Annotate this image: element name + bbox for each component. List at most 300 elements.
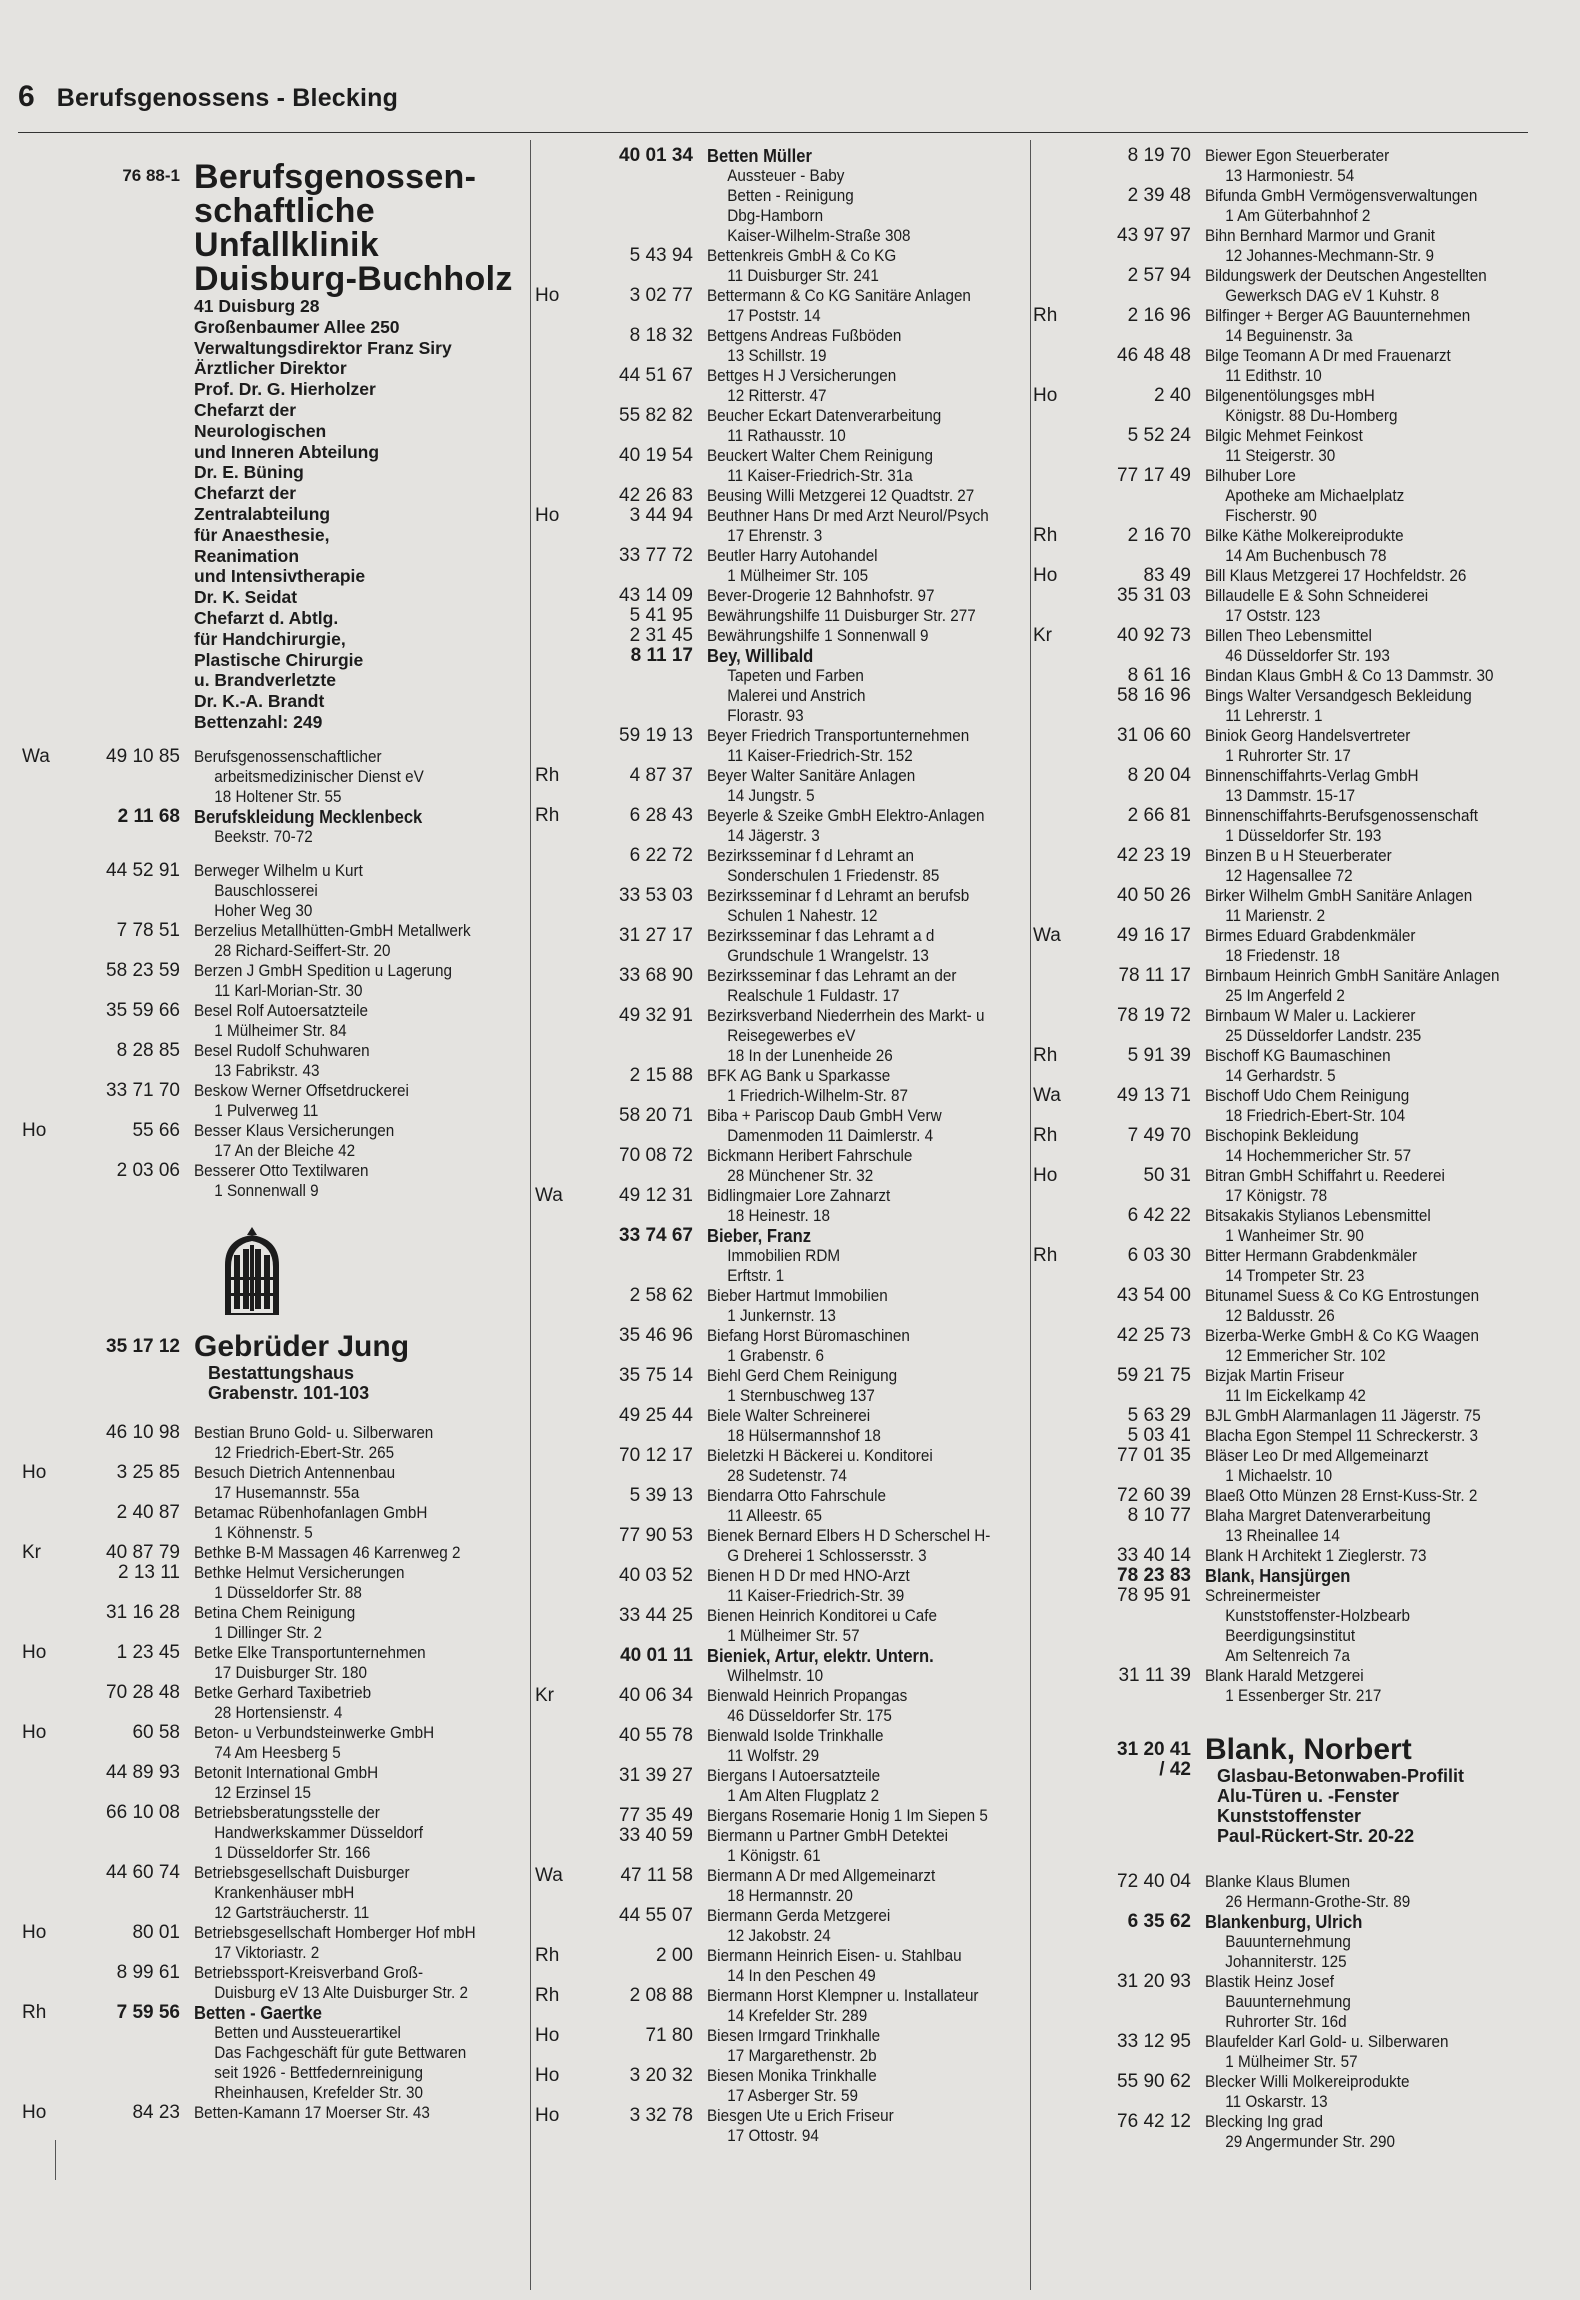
entry-line: 11 Marienstr. 2 xyxy=(1225,906,1326,925)
directory-entry xyxy=(535,1286,1030,1326)
entry-line: 1 Düsseldorfer Str. 88 xyxy=(214,1582,362,1602)
col3-list-b xyxy=(1033,1872,1530,2152)
phone-number: 31 16 28 xyxy=(106,1601,180,1623)
phone-number: 49 10 85 xyxy=(106,745,180,767)
directory-entry xyxy=(535,1986,1030,2026)
entry-body xyxy=(1205,1446,1530,1486)
directory-entry xyxy=(22,961,522,1001)
entry-line: G Dreherei 1 Schlossersstr. 3 xyxy=(727,1546,927,1565)
directory-entry xyxy=(535,506,1030,546)
entry-line: 11 Kaiser-Friedrich-Str. 39 xyxy=(727,1586,905,1605)
directory-entry xyxy=(1033,1246,1530,1286)
entry-name: Bindan Klaus GmbH & Co 13 Dammstr. 30 xyxy=(1205,666,1494,685)
entry-line: Johanniterstr. 125 xyxy=(1225,1952,1347,1971)
entry-line: 18 In der Lunenheide 26 xyxy=(727,1046,893,1065)
entry-body xyxy=(194,1603,522,1643)
featured-detail-line: Bettenzahl: 249 xyxy=(194,711,323,732)
featured-detail-line: Großenbaumer Allee 250 xyxy=(194,316,400,337)
entry-line: Schulen 1 Nahestr. 12 xyxy=(727,906,878,925)
directory-entry xyxy=(22,1563,522,1603)
entry-body xyxy=(1205,386,1530,426)
entry-line: 12 Gartsträucherstr. 11 xyxy=(214,1902,370,1922)
entry-body xyxy=(707,546,1030,586)
entry-line: 1 Junkernstr. 13 xyxy=(727,1306,836,1325)
entry-body xyxy=(1205,186,1530,226)
entry-line: 12 Hagensallee 72 xyxy=(1225,866,1353,885)
entry-name: Beyer Friedrich Transportunternehmen xyxy=(707,726,970,745)
directory-entry xyxy=(535,846,1030,886)
entry-line: arbeitsmedizinischer Dienst eV xyxy=(214,766,424,786)
entry-line: 1 Dillinger Str. 2 xyxy=(214,1622,323,1642)
entry-line: 1 Friedrich-Wilhelm-Str. 87 xyxy=(727,1086,908,1105)
directory-entry xyxy=(1033,846,1530,886)
phone-number: 77 35 49 xyxy=(619,1805,693,1826)
entry-line: 18 Friedenstr. 18 xyxy=(1225,946,1340,965)
entry-body xyxy=(1205,1286,1530,1326)
directory-entry xyxy=(22,1503,522,1543)
entry-name: Bienwald Heinrich Propangas xyxy=(707,1686,908,1705)
entry-name: Birnbaum W Maler u. Lackierer xyxy=(1205,1006,1416,1025)
phone-number: 8 61 16 xyxy=(1127,665,1191,686)
entry-body xyxy=(194,1423,522,1463)
entry-body xyxy=(707,406,1030,446)
phone-number: 33 77 72 xyxy=(619,545,693,566)
featured-title-line: schaftliche xyxy=(194,192,375,230)
directory-entry xyxy=(1033,926,1530,966)
ad-title: Blank, Norbert xyxy=(1205,1733,1412,1766)
entry-body xyxy=(1205,1546,1530,1566)
directory-entry xyxy=(1033,1586,1530,1666)
entry-body xyxy=(194,1563,522,1603)
entry-body xyxy=(707,446,1030,486)
phone-number: 2 66 81 xyxy=(1127,805,1191,826)
entry-body xyxy=(707,1446,1030,1486)
directory-entry xyxy=(535,2106,1030,2146)
entry-line: Kaiser-Wilhelm-Straße 308 xyxy=(727,226,911,245)
entry-line: Sonderschulen 1 Friedenstr. 85 xyxy=(727,866,940,885)
entry-body xyxy=(707,2026,1030,2066)
entry-line: 11 Kaiser-Friedrich-Str. 152 xyxy=(727,746,913,765)
entry-body xyxy=(194,921,522,961)
phone-number: 33 74 67 xyxy=(619,1225,693,1246)
entry-line: 14 Jungstr. 5 xyxy=(727,786,815,805)
phone-number: 8 10 77 xyxy=(1127,1505,1191,1526)
phone-number: 3 20 32 xyxy=(629,2065,693,2086)
entry-body xyxy=(707,1526,1030,1566)
directory-entry xyxy=(535,486,1030,506)
entry-line: Florastr. 93 xyxy=(727,706,804,725)
entry-name: Binnenschiffahrts-Verlag GmbH xyxy=(1205,766,1419,785)
entry-body xyxy=(707,2106,1030,2146)
entry-body xyxy=(707,1566,1030,1606)
ad-entry-blank xyxy=(1033,1734,1530,1846)
entry-line: 1 Grabenstr. 6 xyxy=(727,1346,824,1365)
entry-name: Besser Klaus Versicherungen xyxy=(194,1120,395,1140)
entry-body xyxy=(707,1486,1030,1526)
directory-entry xyxy=(1033,1566,1530,1586)
directory-entry xyxy=(535,1066,1030,1106)
entry-body xyxy=(707,846,1030,886)
directory-entry xyxy=(535,646,1030,726)
directory-entry xyxy=(535,966,1030,1006)
directory-entry xyxy=(1033,1486,1530,1506)
entry-line: 25 Düsseldorfer Landstr. 235 xyxy=(1225,1026,1422,1045)
entry-body xyxy=(194,1863,522,1923)
phone-number: 59 19 13 xyxy=(619,725,693,746)
phone-number: 4 87 37 xyxy=(629,765,693,786)
entry-line: 14 Am Buchenbusch 78 xyxy=(1225,546,1387,565)
entry-name: Bitran GmbH Schiffahrt u. Reederei xyxy=(1205,1166,1445,1185)
entry-name: Bienen Heinrich Konditorei u Cafe xyxy=(707,1606,937,1625)
entry-name: Betten - Gaertke xyxy=(194,2002,322,2023)
entry-line: 28 Richard-Seiffert-Str. 20 xyxy=(214,940,391,960)
entry-line: Fischerstr. 90 xyxy=(1225,506,1317,525)
phone-number: 44 89 93 xyxy=(106,1761,180,1783)
area-prefix: Wa xyxy=(535,1185,563,1206)
entry-name: Bey, Willibald xyxy=(707,646,814,666)
directory-entry xyxy=(1033,466,1530,526)
phone-number: 78 11 17 xyxy=(1118,965,1191,986)
entry-line: 11 Steigerstr. 30 xyxy=(1225,446,1336,465)
directory-column-3 xyxy=(1033,146,1530,2152)
area-prefix: Ho xyxy=(22,1721,47,1743)
entry-name: Bilge Teomann A Dr med Frauenarzt xyxy=(1205,346,1451,365)
directory-entry xyxy=(22,1603,522,1643)
phone-number: 40 55 78 xyxy=(619,1725,693,1746)
entry-line: 13 Harmoniestr. 54 xyxy=(1225,166,1355,185)
entry-body xyxy=(1205,306,1530,346)
area-prefix: Kr xyxy=(1033,625,1052,646)
entry-name: Bezirksverband Niederrhein des Markt- u xyxy=(707,1006,985,1025)
directory-entry xyxy=(22,747,522,807)
phone-number: 42 26 83 xyxy=(619,485,693,506)
phone-number: 33 68 90 xyxy=(619,965,693,986)
entry-name: Biefang Horst Büromaschinen xyxy=(707,1326,910,1345)
col1-list xyxy=(22,747,522,1201)
featured-detail-line: Prof. Dr. G. Hierholzer xyxy=(194,379,376,400)
directory-column-1 xyxy=(22,146,522,2123)
directory-entry xyxy=(22,1543,522,1563)
entry-name: Betriebsgesellschaft Duisburger xyxy=(194,1862,410,1882)
entry-name: Beusing Willi Metzgerei 12 Quadtstr. 27 xyxy=(707,486,975,505)
phone-number: 72 60 39 xyxy=(1117,1485,1191,1506)
entry-line: 17 Oststr. 123 xyxy=(1225,606,1321,625)
phone-number: 2 00 xyxy=(656,1945,693,1966)
entry-line: Damenmoden 11 Daimlerstr. 4 xyxy=(727,1126,934,1145)
entry-line: 13 Schillstr. 19 xyxy=(727,346,827,365)
entry-line: 12 Johannes-Mechmann-Str. 9 xyxy=(1225,246,1435,265)
entry-name: Bienek Bernard Elbers H D Scherschel H- xyxy=(707,1526,991,1545)
phone-number: 83 49 xyxy=(1143,565,1191,586)
phone-number: 84 23 xyxy=(132,2101,180,2123)
entry-line: 14 In den Peschen 49 xyxy=(727,1966,876,1985)
entry-body xyxy=(194,1001,522,1041)
entry-line: Bauschlosserei xyxy=(214,880,318,900)
entry-body xyxy=(707,1226,1030,1286)
entry-name: Bitunamel Suess & Co KG Entrostungen xyxy=(1205,1286,1480,1305)
area-prefix: Kr xyxy=(535,1685,554,1706)
entry-line: 1 Am Alten Flugplatz 2 xyxy=(727,1786,880,1805)
featured-detail-line: und Inneren Abteilung xyxy=(194,441,380,462)
entry-line: 14 Gerhardstr. 5 xyxy=(1225,1066,1336,1085)
featured-detail-line: und Intensivtherapie xyxy=(194,566,366,587)
entry-name: Bewährungshilfe 11 Duisburger Str. 277 xyxy=(707,606,976,625)
entry-line: 26 Hermann-Grothe-Str. 89 xyxy=(1225,1892,1411,1911)
directory-entry xyxy=(22,1763,522,1803)
entry-line: Dbg-Hamborn xyxy=(727,206,824,225)
directory-entry xyxy=(22,1723,522,1763)
entry-line: 1 Düsseldorfer Str. 193 xyxy=(1225,826,1382,845)
entry-line: 46 Düsseldorfer Str. 175 xyxy=(727,1706,892,1725)
directory-entry xyxy=(1033,686,1530,726)
entry-body xyxy=(194,2003,522,2103)
phone-number: 46 10 98 xyxy=(106,1421,180,1443)
phone-number: 70 12 17 xyxy=(619,1445,693,1466)
phone-number: 8 18 32 xyxy=(629,325,693,346)
entry-name: Betten-Kamann 17 Moerser Str. 43 xyxy=(194,2102,430,2122)
entry-line: 25 Im Angerfeld 2 xyxy=(1225,986,1345,1005)
entry-body xyxy=(1205,806,1530,846)
phone-number: 66 10 08 xyxy=(106,1801,180,1823)
featured-details xyxy=(194,296,522,733)
entry-name: Binzen B u H Steuerberater xyxy=(1205,846,1392,865)
entry-name: Besuch Dietrich Antennenbau xyxy=(194,1462,396,1482)
area-prefix: Rh xyxy=(1033,1045,1058,1066)
phone-number: 2 15 88 xyxy=(629,1065,693,1086)
entry-line: 11 Karl-Morian-Str. 30 xyxy=(214,980,363,1000)
page-title: Berufsgenossens - Blecking xyxy=(56,84,399,112)
phone-number: 58 16 96 xyxy=(1117,685,1191,706)
entry-body xyxy=(1205,1406,1530,1426)
directory-entry xyxy=(1033,426,1530,466)
entry-name: Blecking Ing grad xyxy=(1205,2112,1323,2131)
entry-line: Reisegewerbes eV xyxy=(727,1026,856,1045)
phone-number: 6 22 72 xyxy=(629,845,693,866)
phone-number: 44 51 67 xyxy=(619,365,693,386)
entry-name: Biergans Rosemarie Honig 1 Im Siepen 5 xyxy=(707,1806,988,1825)
entry-body xyxy=(1205,1566,1530,1586)
directory-entry xyxy=(1033,266,1530,306)
col3-list xyxy=(1033,146,1530,1706)
entry-body xyxy=(1205,1666,1530,1706)
directory-entry xyxy=(535,886,1030,926)
entry-name: Bischoff Udo Chem Reinigung xyxy=(1205,1086,1410,1105)
directory-entry xyxy=(1033,1086,1530,1126)
entry-name: Bienwald Isolde Trinkhalle xyxy=(707,1726,884,1745)
entry-line: 1 Essenberger Str. 217 xyxy=(1225,1686,1382,1705)
directory-entry xyxy=(1033,2032,1530,2072)
entry-body xyxy=(1205,2112,1530,2152)
entry-line: Ruhrorter Str. 16d xyxy=(1225,2012,1347,2031)
entry-line: 17 Königstr. 78 xyxy=(1225,1186,1328,1205)
entry-name: Bewährungshilfe 1 Sonnenwall 9 xyxy=(707,626,929,645)
entry-line: 12 Emmericher Str. 102 xyxy=(1225,1346,1386,1365)
entry-body xyxy=(1205,926,1530,966)
entry-body xyxy=(1205,346,1530,386)
entry-name: Biewer Egon Steuerberater xyxy=(1205,146,1390,165)
entry-body xyxy=(194,1963,522,2003)
entry-body xyxy=(707,606,1030,626)
entry-name: Beucher Eckart Datenverarbeitung xyxy=(707,406,942,425)
entry-name: Bings Walter Versandgesch Bekleidung xyxy=(1205,686,1472,705)
directory-entry xyxy=(22,1463,522,1503)
phone-number: 8 20 04 xyxy=(1127,765,1191,786)
phone-number: 2 40 87 xyxy=(116,1501,180,1523)
directory-entry xyxy=(1033,146,1530,186)
entry-line: 12 Erzinsel 15 xyxy=(214,1782,311,1802)
directory-entry xyxy=(22,1803,522,1863)
area-prefix: Ho xyxy=(22,1461,47,1483)
entry-line: seit 1926 - Bettfedernreinigung xyxy=(214,2062,424,2082)
phone-number: 2 57 94 xyxy=(1127,265,1191,286)
entry-name: Bethke B-M Massagen 46 Karrenweg 2 xyxy=(194,1542,461,1562)
entry-name: Bezirksseminar f das Lehramt a d xyxy=(707,926,935,945)
entry-name: Blastik Heinz Josef xyxy=(1205,1972,1334,1991)
entry-body xyxy=(194,861,522,921)
entry-line: Aussteuer - Baby xyxy=(727,166,845,185)
area-prefix: Rh xyxy=(1033,305,1058,326)
featured-detail-line: Neurologischen xyxy=(194,420,327,441)
entry-name: Berzelius Metallhütten-GmbH Metallwerk xyxy=(194,920,471,940)
entry-line: 11 Oskarstr. 13 xyxy=(1225,2092,1328,2111)
phone-number: 40 03 52 xyxy=(619,1565,693,1586)
directory-entry xyxy=(535,1946,1030,1986)
phone-number: 7 49 70 xyxy=(1127,1125,1191,1146)
entry-body xyxy=(1205,1506,1530,1546)
directory-entry xyxy=(1033,1126,1530,1166)
phone-number: 5 03 41 xyxy=(1127,1425,1191,1446)
directory-entry xyxy=(535,626,1030,646)
directory-entry xyxy=(535,2026,1030,2066)
entry-name: Bestian Bruno Gold- u. Silberwaren xyxy=(194,1422,434,1442)
phone-number: 2 40 xyxy=(1154,385,1191,406)
entry-line: Realschule 1 Fuldastr. 17 xyxy=(727,986,900,1005)
featured-detail-line: Ärztlicher Direktor xyxy=(194,358,347,379)
entry-name: Bettermann & Co KG Sanitäre Anlagen xyxy=(707,286,971,305)
phone-number: 31 20 93 xyxy=(1117,1971,1191,1992)
directory-entry xyxy=(535,1106,1030,1146)
entry-line: 17 Ehrenstr. 3 xyxy=(727,526,823,545)
entry-body xyxy=(1205,146,1530,186)
entry-name: Bieber Hartmut Immobilien xyxy=(707,1286,888,1305)
ad-title: Gebrüder Jung xyxy=(194,1329,410,1363)
area-prefix: Rh xyxy=(22,2001,47,2023)
entry-line: 1 Köhnenstr. 5 xyxy=(214,1522,313,1542)
entry-body xyxy=(194,747,522,807)
entry-name: Biermann u Partner GmbH Detektei xyxy=(707,1826,948,1845)
entry-name: Bilhuber Lore xyxy=(1205,466,1296,485)
ad-number: 31 20 41 xyxy=(1117,1739,1191,1760)
entry-body xyxy=(1205,1006,1530,1046)
entry-name: Bethke Helmut Versicherungen xyxy=(194,1562,405,1582)
entry-name: Biendarra Otto Fahrschule xyxy=(707,1486,887,1505)
featured-detail-line: u. Brandverletzte xyxy=(194,670,336,691)
directory-entry xyxy=(535,366,1030,406)
entry-name: Biermann Horst Klempner u. Installateur xyxy=(707,1986,979,2005)
entry-line: 1 Mülheimer Str. 57 xyxy=(1225,2052,1358,2071)
directory-entry xyxy=(1033,2112,1530,2152)
entry-body xyxy=(1205,1086,1530,1126)
area-prefix: Ho xyxy=(1033,565,1058,586)
directory-entry xyxy=(22,1923,522,1963)
phone-number: 3 32 78 xyxy=(629,2105,693,2126)
entry-body xyxy=(707,1406,1030,1446)
directory-entry xyxy=(1033,1206,1530,1246)
directory-entry xyxy=(535,1906,1030,1946)
entry-name: Besserer Otto Textilwaren xyxy=(194,1160,369,1180)
entry-body xyxy=(707,926,1030,966)
phone-number: 35 31 03 xyxy=(1117,585,1191,606)
entry-line: 17 Viktoriastr. 2 xyxy=(214,1942,320,1962)
phone-number: 40 06 34 xyxy=(619,1685,693,1706)
directory-entry xyxy=(535,406,1030,446)
phone-number: 8 19 70 xyxy=(1127,145,1191,166)
directory-entry xyxy=(1033,966,1530,1006)
directory-entry xyxy=(535,1406,1030,1446)
entry-line: 18 Heinestr. 18 xyxy=(727,1206,830,1225)
area-prefix: Ho xyxy=(22,2101,47,2123)
directory-entry xyxy=(1033,726,1530,766)
entry-name: Betina Chem Reinigung xyxy=(194,1602,356,1622)
entry-body xyxy=(707,2066,1030,2106)
directory-entry xyxy=(1033,886,1530,926)
entry-line: Handwerkskammer Düsseldorf xyxy=(214,1822,423,1842)
phone-number: 43 14 09 xyxy=(619,585,693,606)
featured-title-line: Unfallklinik xyxy=(194,226,379,264)
directory-entry xyxy=(1033,306,1530,346)
entry-name: Bettenkreis GmbH & Co KG xyxy=(707,246,897,265)
entry-name: Schreinermeister xyxy=(1205,1586,1321,1605)
entry-name: Blacha Egon Stempel 11 Schreckerstr. 3 xyxy=(1205,1426,1478,1445)
entry-body xyxy=(707,1826,1030,1866)
phone-number: 35 46 96 xyxy=(619,1325,693,1346)
phone-number: 5 91 39 xyxy=(1127,1045,1191,1066)
entry-name: Betten Müller xyxy=(707,146,812,166)
directory-entry xyxy=(1033,806,1530,846)
directory-entry xyxy=(22,1161,522,1201)
directory-entry xyxy=(1033,1912,1530,1972)
entry-body xyxy=(1205,1246,1530,1286)
entry-body xyxy=(1205,1426,1530,1446)
directory-entry xyxy=(1033,1972,1530,2032)
entry-line: 17 Ottostr. 94 xyxy=(727,2126,819,2145)
area-prefix: Rh xyxy=(535,805,560,826)
entry-line: 13 Dammstr. 15-17 xyxy=(1225,786,1356,805)
ad-line: Bestattungshaus xyxy=(208,1362,355,1383)
phone-number: 2 16 96 xyxy=(1127,305,1191,326)
phone-number: 70 08 72 xyxy=(619,1145,693,1166)
phone-number: 35 75 14 xyxy=(619,1365,693,1386)
area-prefix: Wa xyxy=(535,1865,563,1886)
directory-entry xyxy=(535,1146,1030,1186)
phone-number: 5 63 29 xyxy=(1127,1405,1191,1426)
entry-name: Bilke Käthe Molkereiprodukte xyxy=(1205,526,1404,545)
entry-line: 1 Mülheimer Str. 57 xyxy=(727,1626,860,1645)
entry-name: Biermann Heinrich Eisen- u. Stahlbau xyxy=(707,1946,962,1965)
entry-name: Beyer Walter Sanitäre Anlagen xyxy=(707,766,916,785)
directory-entry xyxy=(22,807,522,847)
entry-line: 29 Angermunder Str. 290 xyxy=(1225,2132,1395,2151)
phone-number: 49 12 31 xyxy=(619,1185,693,1206)
entry-line: Bauunternehmung xyxy=(1225,1932,1351,1951)
area-prefix: Ho xyxy=(1033,1165,1058,1186)
entry-body xyxy=(707,1726,1030,1766)
entry-body xyxy=(194,1923,522,1963)
phone-number: 49 32 91 xyxy=(619,1005,693,1026)
entry-line: 17 Husemannstr. 55a xyxy=(214,1482,360,1502)
entry-line: Malerei und Anstrich xyxy=(727,686,866,705)
entry-body xyxy=(1205,2072,1530,2112)
